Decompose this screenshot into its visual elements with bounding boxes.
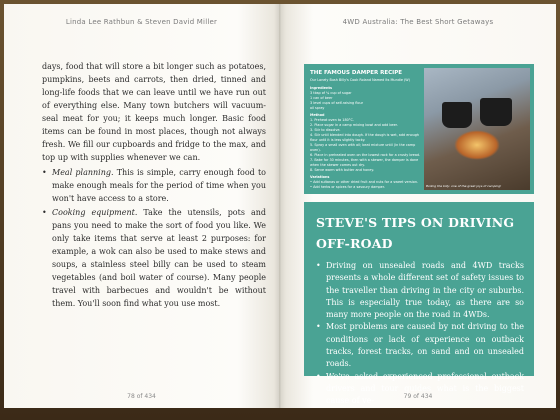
variation-item: • Add herbs or spices for a savoury damper. xyxy=(310,185,385,189)
method-step: 1. Preheat oven to 180°C. xyxy=(310,118,354,122)
tips-list xyxy=(316,260,524,408)
page-number-left: 78 of 434 xyxy=(127,393,156,400)
variation-item: • Add sultanas or other dried fruit and nuts for a sweet version. xyxy=(310,180,419,184)
book-spine xyxy=(274,4,286,408)
left-page-body xyxy=(42,60,266,311)
list-item-meal-planning xyxy=(42,166,266,205)
billy-campfire-photo xyxy=(424,68,530,190)
list-item-cooking-equipment xyxy=(42,206,266,310)
recipe-text xyxy=(310,70,422,190)
method-step: 6. Place in preheated oven on the lowest rack for a crusty bread. xyxy=(310,153,421,157)
method-step: 4. Stir until blended into dough. If the dough is wet, add enough flour until it is less slightly tacky. xyxy=(310,133,420,142)
page-number-right: 79 of 434 xyxy=(403,393,433,400)
running-head-author: Linda Lee Rathbun & Steven David Miller xyxy=(65,18,218,26)
tips-item-text: Most problems are caused by not driving to the conditions or lack of experience on outback tracks, forest tracks, on sand and on unsealed roads. xyxy=(326,322,524,369)
body-paragraph: days, food that will store a bit longer such as potatoes, pumpkins, beets and carrots, then dried, tinned and long-life foods that we can leave until we have run out of everything else. Many town butchers will vacuum-seal meat for you; it keeps much longer. Basic food items can be found in most places, though not always fresh. We fill our cupboards and fridge to the max, and top up with supplies whenever we can. xyxy=(42,62,266,162)
tips-item-text: Driving on unsealed roads and 4WD tracks presents a whole different set of safety issues to the traveller than driving in the city or suburbs. This is especially true today, as there are so many more people on the road in 4WDs. xyxy=(326,261,524,320)
bullet-list xyxy=(42,166,266,310)
method-step: 7. Bake for 30 minutes, then with a skewer, the damper is done when the skewer comes out dry. xyxy=(310,158,419,167)
list-item-text: . This is simple, carry enough food to make enough meals for the period of time when you won't have access to a store. xyxy=(52,168,266,203)
method-step: 3. Stir to dissolve. xyxy=(310,128,341,132)
tips-title: STEVE'S TIPS ON DRIVING OFF-ROAD xyxy=(316,215,515,251)
campfire-icon xyxy=(454,130,500,160)
billy-pot-icon xyxy=(480,98,512,126)
ingredient-item: oil spray xyxy=(310,106,325,110)
tips-item xyxy=(316,321,524,370)
method-heading: Method xyxy=(310,113,325,117)
running-head-title: 4WD Australia: The Best Short Getaways xyxy=(342,18,494,26)
list-item-term: Cooking equipment xyxy=(52,208,135,217)
bullet-icon: • xyxy=(42,208,47,217)
bullet-icon: • xyxy=(316,261,321,270)
method-step: 5. Spray a small oven with oil; beat mixture until (in the camp oven). xyxy=(310,143,416,152)
tips-item-text: We've asked experienced professional outback drivers and tour guides what is the biggest cause of ve- xyxy=(326,371,524,406)
ingredient-item: 3 tbsp of ¼ cup of sugar xyxy=(310,91,352,95)
recipe-title: THE FAMOUS DAMPER RECIPE xyxy=(310,70,402,76)
ingredient-item: 3 level cups of self-raising flour xyxy=(310,101,364,105)
ingredient-item: 1 can of beer xyxy=(310,96,333,100)
left-page[interactable] xyxy=(4,4,280,408)
recipe-box xyxy=(304,64,534,194)
tips-item xyxy=(316,371,524,408)
recipe-subtitle: Our Lonely Bush Billy's Cook Roland Named Its Mundie (W) xyxy=(310,78,410,82)
list-item-term: Meal planning xyxy=(52,168,111,177)
method-step: 8. Serve warm with butter and honey. xyxy=(310,168,374,172)
list-item-text: . Take the utensils, pots and pans you need to make the sort of food you like. We only take items that serve at least 2 purposes: for example, a wok can also be used to make stews and soups, a stainless steel billy can be used to steam vegetables (and boil water of course). Many people travel with barbecues and wouldn't be without them. You'll soon find what you use most. xyxy=(52,208,266,308)
variations-heading: Variations xyxy=(310,175,330,179)
tips-item xyxy=(316,260,524,321)
right-page[interactable] xyxy=(280,4,556,408)
method-step: 2. Place sugar in a camp mixing bowl and add beer. xyxy=(310,123,398,127)
bullet-icon: • xyxy=(42,168,47,177)
billy-pot-icon xyxy=(442,102,472,128)
bullet-icon: • xyxy=(316,322,321,332)
photo-caption: Boiling the billy: one of the great joys of camping! xyxy=(426,184,502,188)
ingredients-heading: Ingredients xyxy=(310,86,333,90)
bullet-icon: • xyxy=(316,371,321,381)
